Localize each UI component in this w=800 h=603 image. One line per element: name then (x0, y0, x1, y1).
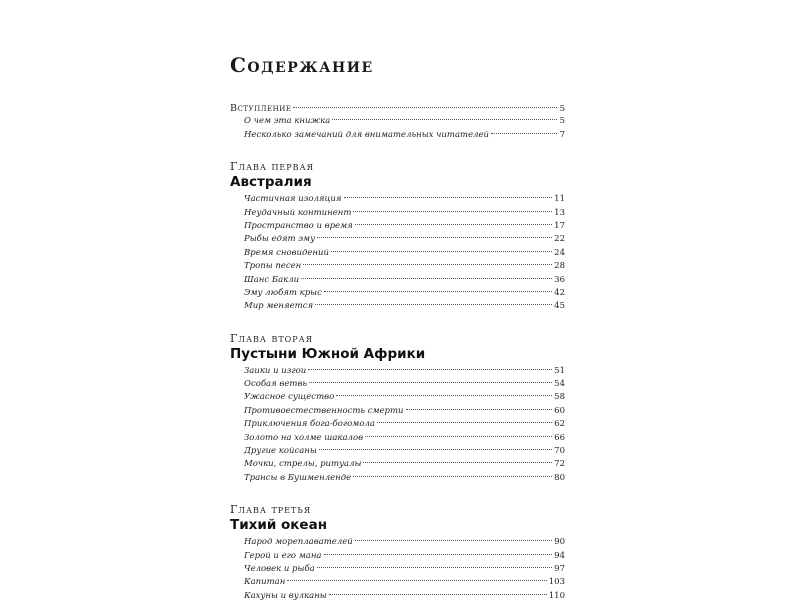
toc-page-number: 110 (548, 590, 565, 601)
toc-entry-label: Приключения бога-богомола (244, 419, 375, 430)
dot-leader (308, 369, 552, 370)
chapter-label: Глава вторая (230, 331, 314, 345)
toc-page (230, 50, 565, 603)
toc-page-number: 97 (554, 563, 565, 574)
dot-leader (303, 264, 552, 265)
toc-entry[interactable] (230, 207, 565, 220)
toc-entry-label: Шанс Бакли (244, 274, 300, 285)
toc-page-number: 11 (554, 194, 565, 205)
toc-page-number: 7 (559, 129, 565, 140)
dot-leader (377, 422, 552, 423)
toc-entry[interactable] (230, 300, 565, 313)
toc-entry-label: Тропы песен (244, 261, 302, 272)
toc-entry-label: О чем эта книжка (244, 116, 331, 127)
toc-entry-label: Мир меняется (244, 301, 314, 312)
intro-section (230, 102, 565, 142)
chapter-title[interactable]: Австралия (230, 174, 312, 191)
toc-page-number: 94 (554, 550, 565, 561)
dot-leader (353, 476, 552, 477)
toc-entry-label: Другие койсаны (244, 446, 317, 457)
dot-leader (309, 382, 552, 383)
toc-page-number: 13 (554, 207, 565, 218)
dot-leader (317, 237, 552, 238)
chapter-section (230, 332, 565, 486)
toc-entry-label: Человек и рыба (244, 563, 315, 574)
toc-page-number: 90 (554, 537, 565, 548)
toc-entry[interactable] (230, 378, 565, 391)
chapter-label: Глава первая (230, 160, 315, 174)
toc-entry-label: Заики и изгои (244, 365, 307, 376)
toc-entry[interactable] (230, 472, 565, 485)
toc-entry-label: Вступление (230, 103, 292, 114)
toc-entry[interactable] (230, 550, 565, 563)
toc-page-number: 62 (554, 419, 565, 430)
toc-page-number: 60 (554, 405, 565, 416)
dot-leader (406, 409, 553, 410)
toc-page-number: 80 (554, 472, 565, 483)
toc-page-number: 5 (559, 104, 565, 114)
toc-entry[interactable] (230, 260, 565, 273)
toc-entry-label: Золото на холме шакалов (244, 432, 364, 443)
toc-page-number: 42 (554, 287, 565, 298)
dot-leader (332, 119, 557, 120)
toc-entry-label: Несколько замечаний для внимательных читателей (244, 129, 490, 140)
toc-page-number: 28 (554, 261, 565, 272)
toc-entry-label: Народ мореплавателей (244, 537, 353, 548)
chapter-section (230, 160, 565, 314)
dot-leader (293, 107, 557, 108)
toc-entry-label: Рыбы едят эму (244, 234, 316, 245)
dot-leader (287, 580, 546, 581)
dot-leader (324, 554, 553, 555)
toc-entry-label: Герой и его мана (244, 550, 322, 561)
toc-entry-intro[interactable] (230, 102, 565, 115)
toc-page-number: 66 (554, 432, 565, 443)
dot-leader (301, 278, 552, 279)
dot-leader (363, 462, 552, 463)
toc-entry[interactable] (230, 536, 565, 549)
toc-entry[interactable] (230, 458, 565, 471)
toc-entry[interactable] (230, 247, 565, 260)
toc-entry[interactable] (230, 115, 565, 128)
toc-entry[interactable] (230, 391, 565, 404)
toc-title: Содержание (230, 53, 374, 77)
toc-page-number: 72 (554, 459, 565, 470)
dot-leader (324, 291, 552, 292)
toc-entry[interactable] (230, 274, 565, 287)
dot-leader (365, 436, 552, 437)
toc-page-number: 24 (554, 247, 565, 258)
toc-entry[interactable] (230, 563, 565, 576)
toc-entry[interactable] (230, 590, 565, 603)
toc-entry-label: Пространство и время (244, 220, 353, 231)
toc-entry[interactable] (230, 432, 565, 445)
chapter-title[interactable]: Тихий океан (230, 517, 328, 534)
toc-entry-label: Капитан (244, 577, 286, 588)
dot-leader (491, 133, 557, 134)
toc-page-number: 54 (554, 379, 565, 390)
toc-entry[interactable] (230, 445, 565, 458)
toc-page-number: 36 (554, 274, 565, 285)
toc-entry[interactable] (230, 405, 565, 418)
chapter-title[interactable]: Пустыни Южной Африки (230, 345, 426, 362)
toc-page-number: 70 (554, 446, 565, 457)
toc-entry-label: Особая ветвь (244, 379, 308, 390)
dot-leader (315, 304, 552, 305)
chapter-label: Глава третья (230, 503, 312, 517)
toc-entry-label: Кахуны и вулканы (244, 590, 327, 601)
toc-entry[interactable] (230, 365, 565, 378)
toc-page-number: 5 (559, 116, 565, 127)
toc-entry-label: Трансы в Бушменленде (244, 472, 352, 483)
toc-entry-label: Противоестественность смерти (244, 405, 404, 416)
dot-leader (336, 395, 552, 396)
toc-entry-label: Ужасное существо (244, 392, 335, 403)
toc-page-number: 51 (554, 365, 565, 376)
dot-leader (353, 211, 552, 212)
toc-entry-label: Эму любят крыс (244, 287, 322, 298)
dot-leader (319, 449, 552, 450)
chapter-section (230, 503, 565, 603)
toc-entry[interactable] (230, 233, 565, 246)
toc-entry-label: Время сновидений (244, 247, 329, 258)
toc-entry-label: Мочки, стрелы, ритуалы (244, 459, 362, 470)
toc-page-number: 17 (554, 220, 565, 231)
dot-leader (331, 251, 552, 252)
toc-page-number: 22 (554, 234, 565, 245)
toc-entry[interactable] (230, 287, 565, 300)
dot-leader (329, 594, 547, 595)
dot-leader (344, 197, 553, 198)
dot-leader (317, 567, 552, 568)
toc-entry[interactable] (230, 576, 565, 589)
toc-entry[interactable] (230, 129, 565, 142)
dot-leader (355, 540, 552, 541)
toc-entry[interactable] (230, 220, 565, 233)
toc-page-number: 45 (554, 301, 565, 312)
toc-entry-label: Частичная изоляция (244, 194, 342, 205)
toc-page-number: 58 (554, 392, 565, 403)
toc-page-number: 103 (548, 577, 565, 588)
dot-leader (355, 224, 552, 225)
toc-entry[interactable] (230, 193, 565, 206)
toc-entry-label: Неудачный континент (244, 207, 352, 218)
toc-entry[interactable] (230, 418, 565, 431)
